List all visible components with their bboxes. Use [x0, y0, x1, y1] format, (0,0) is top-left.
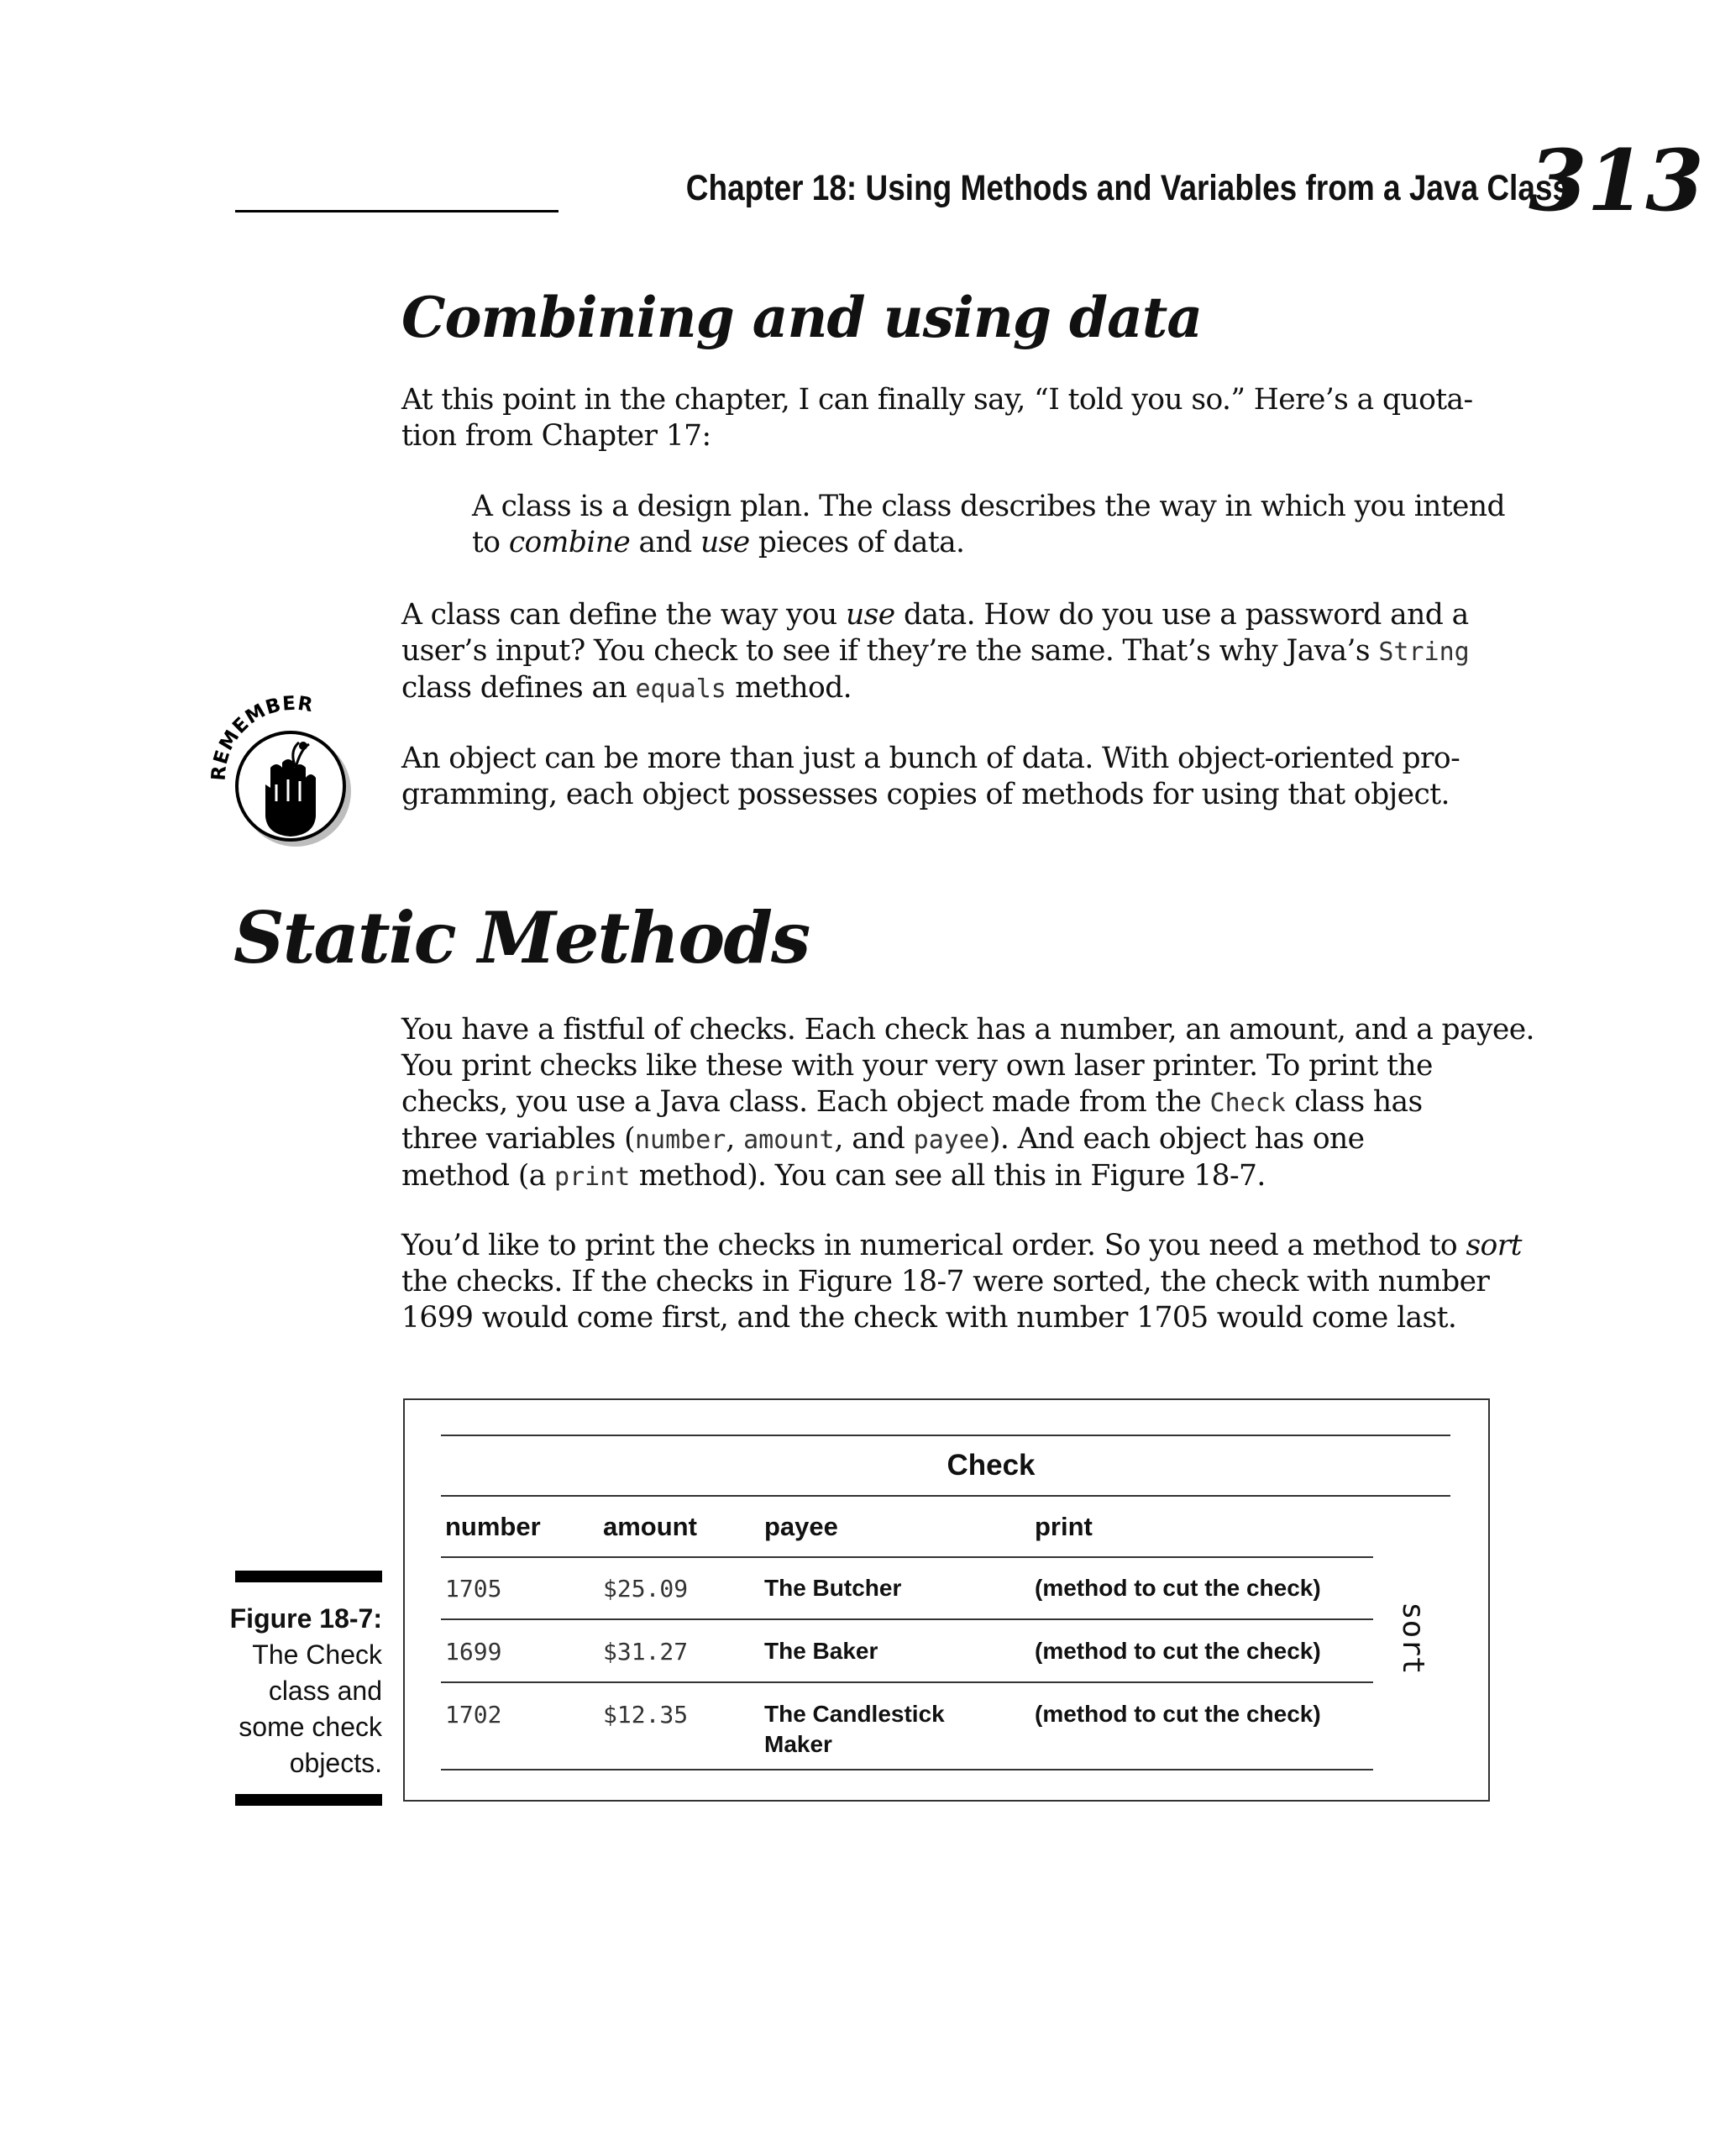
cell-print: (method to cut the check): [1035, 1575, 1321, 1601]
text-line: An object can be more than just a bunch of data. With object-oriented pro-: [401, 742, 1460, 775]
inline-code: String: [1378, 637, 1470, 667]
chapter-title: Chapter 18: Using Methods and Variables from a Java Class: [685, 168, 1571, 208]
figure-class-name: Check: [947, 1449, 1036, 1482]
text-run: user’s input? You check to see if they’re the same. That’s why Java’s: [401, 634, 1379, 668]
text-line: [401, 1228, 1522, 1264]
inline-code: payee: [913, 1125, 989, 1155]
text-run: pieces of data.: [749, 526, 965, 559]
cell-payee: [764, 1699, 945, 1760]
caption-top-bar: [235, 1571, 382, 1582]
static-method-label: sort: [1396, 1602, 1430, 1675]
text-line: [401, 1084, 1510, 1121]
text-run: class has: [1285, 1085, 1423, 1119]
text-run: ,: [726, 1122, 744, 1156]
caption-label: Figure 18-7:: [229, 1603, 382, 1634]
cell-payee: The Baker: [764, 1638, 878, 1664]
cell-number: 1699: [445, 1638, 502, 1666]
column-header-print: print: [1035, 1512, 1093, 1541]
text-run: to: [472, 526, 509, 559]
figure-top-rule: [441, 1435, 1450, 1436]
caption-line: objects.: [289, 1748, 382, 1778]
inline-code: number: [635, 1125, 726, 1155]
text-line: You print checks like these with your very own laser printer. To print the: [401, 1049, 1433, 1083]
caption-line: class and: [268, 1676, 382, 1706]
text-line: gramming, each object possesses copies of methods for using that object.: [401, 778, 1450, 811]
table-bottom-rule: [441, 1769, 1373, 1770]
section-heading-static-methods: Static Methods: [233, 896, 810, 979]
text-run: data. How do you use a password and a: [894, 598, 1469, 632]
emphasis: use: [846, 598, 895, 632]
text-run: three variables (: [401, 1122, 635, 1156]
inline-code: Check: [1209, 1088, 1286, 1118]
block-quote: [472, 489, 1581, 561]
caption-bottom-bar: [235, 1794, 382, 1806]
text-line: [401, 633, 1510, 670]
text-line: [401, 1121, 1510, 1158]
paragraph-checks: [401, 1012, 1534, 1195]
emphasis: combine: [508, 526, 631, 559]
paragraph-object: [401, 741, 1510, 813]
caption-line: some check: [239, 1712, 382, 1742]
paragraph-sort: [401, 1228, 1522, 1336]
text-run: You’d like to print the checks in numerical order. So you need a method to: [401, 1229, 1466, 1262]
text-line: A class is a design plan. The class describes the way in which you intend: [472, 490, 1505, 523]
paragraph-class-define: [401, 597, 1510, 707]
cell-amount: $31.27: [603, 1638, 689, 1666]
inline-code: print: [554, 1162, 631, 1192]
table-header-rule: [441, 1556, 1373, 1558]
cell-print: (method to cut the check): [1035, 1638, 1321, 1664]
figure-class-rule: [441, 1495, 1450, 1497]
emphasis: sort: [1466, 1229, 1522, 1262]
cell-amount: $12.35: [603, 1701, 689, 1728]
text-run: and: [630, 526, 700, 559]
figure-caption: [210, 1601, 382, 1781]
text-run: A class can define the way you: [401, 598, 847, 632]
text-line: 1699 would come first, and the check with number 1705 would come last.: [401, 1301, 1457, 1335]
text-line: [472, 525, 1581, 561]
cell-number: 1702: [445, 1701, 502, 1728]
text-run: class defines an: [401, 671, 636, 705]
text-line: [401, 597, 1510, 633]
column-header-payee: payee: [764, 1512, 838, 1541]
cell-amount: $25.09: [603, 1575, 689, 1603]
page-number: 313: [1529, 131, 1704, 230]
inline-code: equals: [635, 674, 726, 704]
remember-label: REMEMBER: [207, 692, 316, 782]
emphasis: use: [700, 526, 750, 559]
text-line: [401, 1158, 1510, 1195]
cell-number: 1705: [445, 1575, 502, 1603]
table-row-rule: [441, 1681, 1373, 1683]
caption-line: The Check: [252, 1639, 382, 1670]
text-line: tion from Chapter 17:: [401, 419, 711, 453]
column-header-amount: amount: [603, 1512, 697, 1541]
cell-payee-line: The Candlestick: [764, 1701, 945, 1727]
text-run: method.: [726, 671, 852, 705]
paragraph-intro: [401, 382, 1510, 454]
cell-payee: The Butcher: [764, 1575, 902, 1601]
column-header-number: number: [445, 1512, 541, 1541]
text-run: , and: [834, 1122, 914, 1156]
text-line: the checks. If the checks in Figure 18-7 were sorted, the check with number: [401, 1265, 1490, 1298]
remember-icon: [202, 690, 370, 858]
text-line: At this point in the chapter, I can finally say, “I told you so.” Here’s a quota-: [401, 383, 1473, 417]
text-run: ). And each object has one: [988, 1122, 1365, 1156]
section-heading-combining: Combining and using data: [401, 285, 1203, 350]
text-run: checks, you use a Java class. Each object made from the: [401, 1085, 1210, 1119]
text-line: [401, 670, 1510, 707]
header-rule: [235, 210, 558, 212]
text-line: You have a fistful of checks. Each check has a number, an amount, and a payee.: [401, 1013, 1534, 1047]
table-row-rule: [441, 1618, 1373, 1620]
inline-code: amount: [743, 1125, 835, 1155]
cell-payee-line: Maker: [764, 1731, 832, 1757]
cell-print: (method to cut the check): [1035, 1701, 1321, 1727]
text-run: method (a: [401, 1159, 555, 1193]
text-run: method). You can see all this in Figure 18-7.: [630, 1159, 1266, 1193]
